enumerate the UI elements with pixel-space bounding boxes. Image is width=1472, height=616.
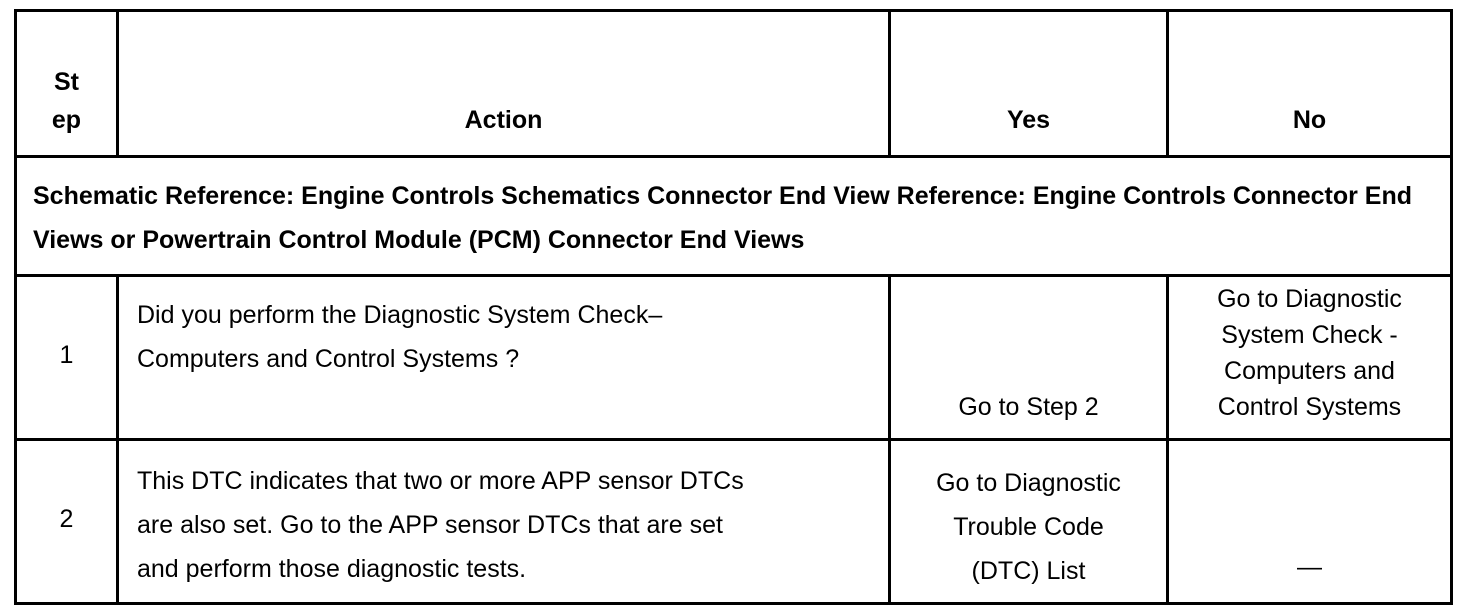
no-text: — (1297, 553, 1322, 581)
header-action: Action (464, 105, 543, 134)
step-number: 1 (59, 341, 74, 370)
header-yes: Yes (1006, 105, 1051, 134)
no-text: Go to Diagnostic System Check - Computers and Control Systems (1217, 285, 1402, 422)
diagnostic-table (14, 9, 1453, 605)
header-step: St ep (51, 67, 82, 134)
action-cell (118, 440, 890, 604)
yes-cell (890, 440, 1168, 604)
header-step-cell (16, 11, 118, 157)
yes-cell (890, 276, 1168, 440)
action-text: This DTC indicates that two or more APP sensor DTCs are also set. Go to the APP sensor DTCs that are set and perform those diagnostic tests. (137, 467, 744, 584)
step-number: 2 (59, 505, 74, 534)
schematic-reference-text: Schematic Reference: Engine Controls Schematics Connector End View Reference: Engine Controls Connector End Views or Powertrain Control Module (PCM) Connector End Views (33, 181, 1412, 254)
reference-row (16, 156, 1452, 276)
yes-text: Go to Step 2 (958, 393, 1099, 422)
reference-cell (16, 156, 1452, 276)
table-row (16, 440, 1452, 604)
header-no: No (1292, 105, 1327, 134)
table-row (16, 276, 1452, 440)
action-cell (118, 276, 890, 440)
step-cell (16, 276, 118, 440)
header-yes-cell (890, 11, 1168, 157)
no-cell (1168, 276, 1452, 440)
header-row (16, 11, 1452, 157)
header-no-cell (1168, 11, 1452, 157)
header-action-cell (118, 11, 890, 157)
action-text: Did you perform the Diagnostic System Check– Computers and Control Systems ? (137, 301, 663, 374)
no-cell (1168, 440, 1452, 604)
step-cell (16, 440, 118, 604)
yes-text: Go to Diagnostic Trouble Code (DTC) List (936, 469, 1121, 586)
